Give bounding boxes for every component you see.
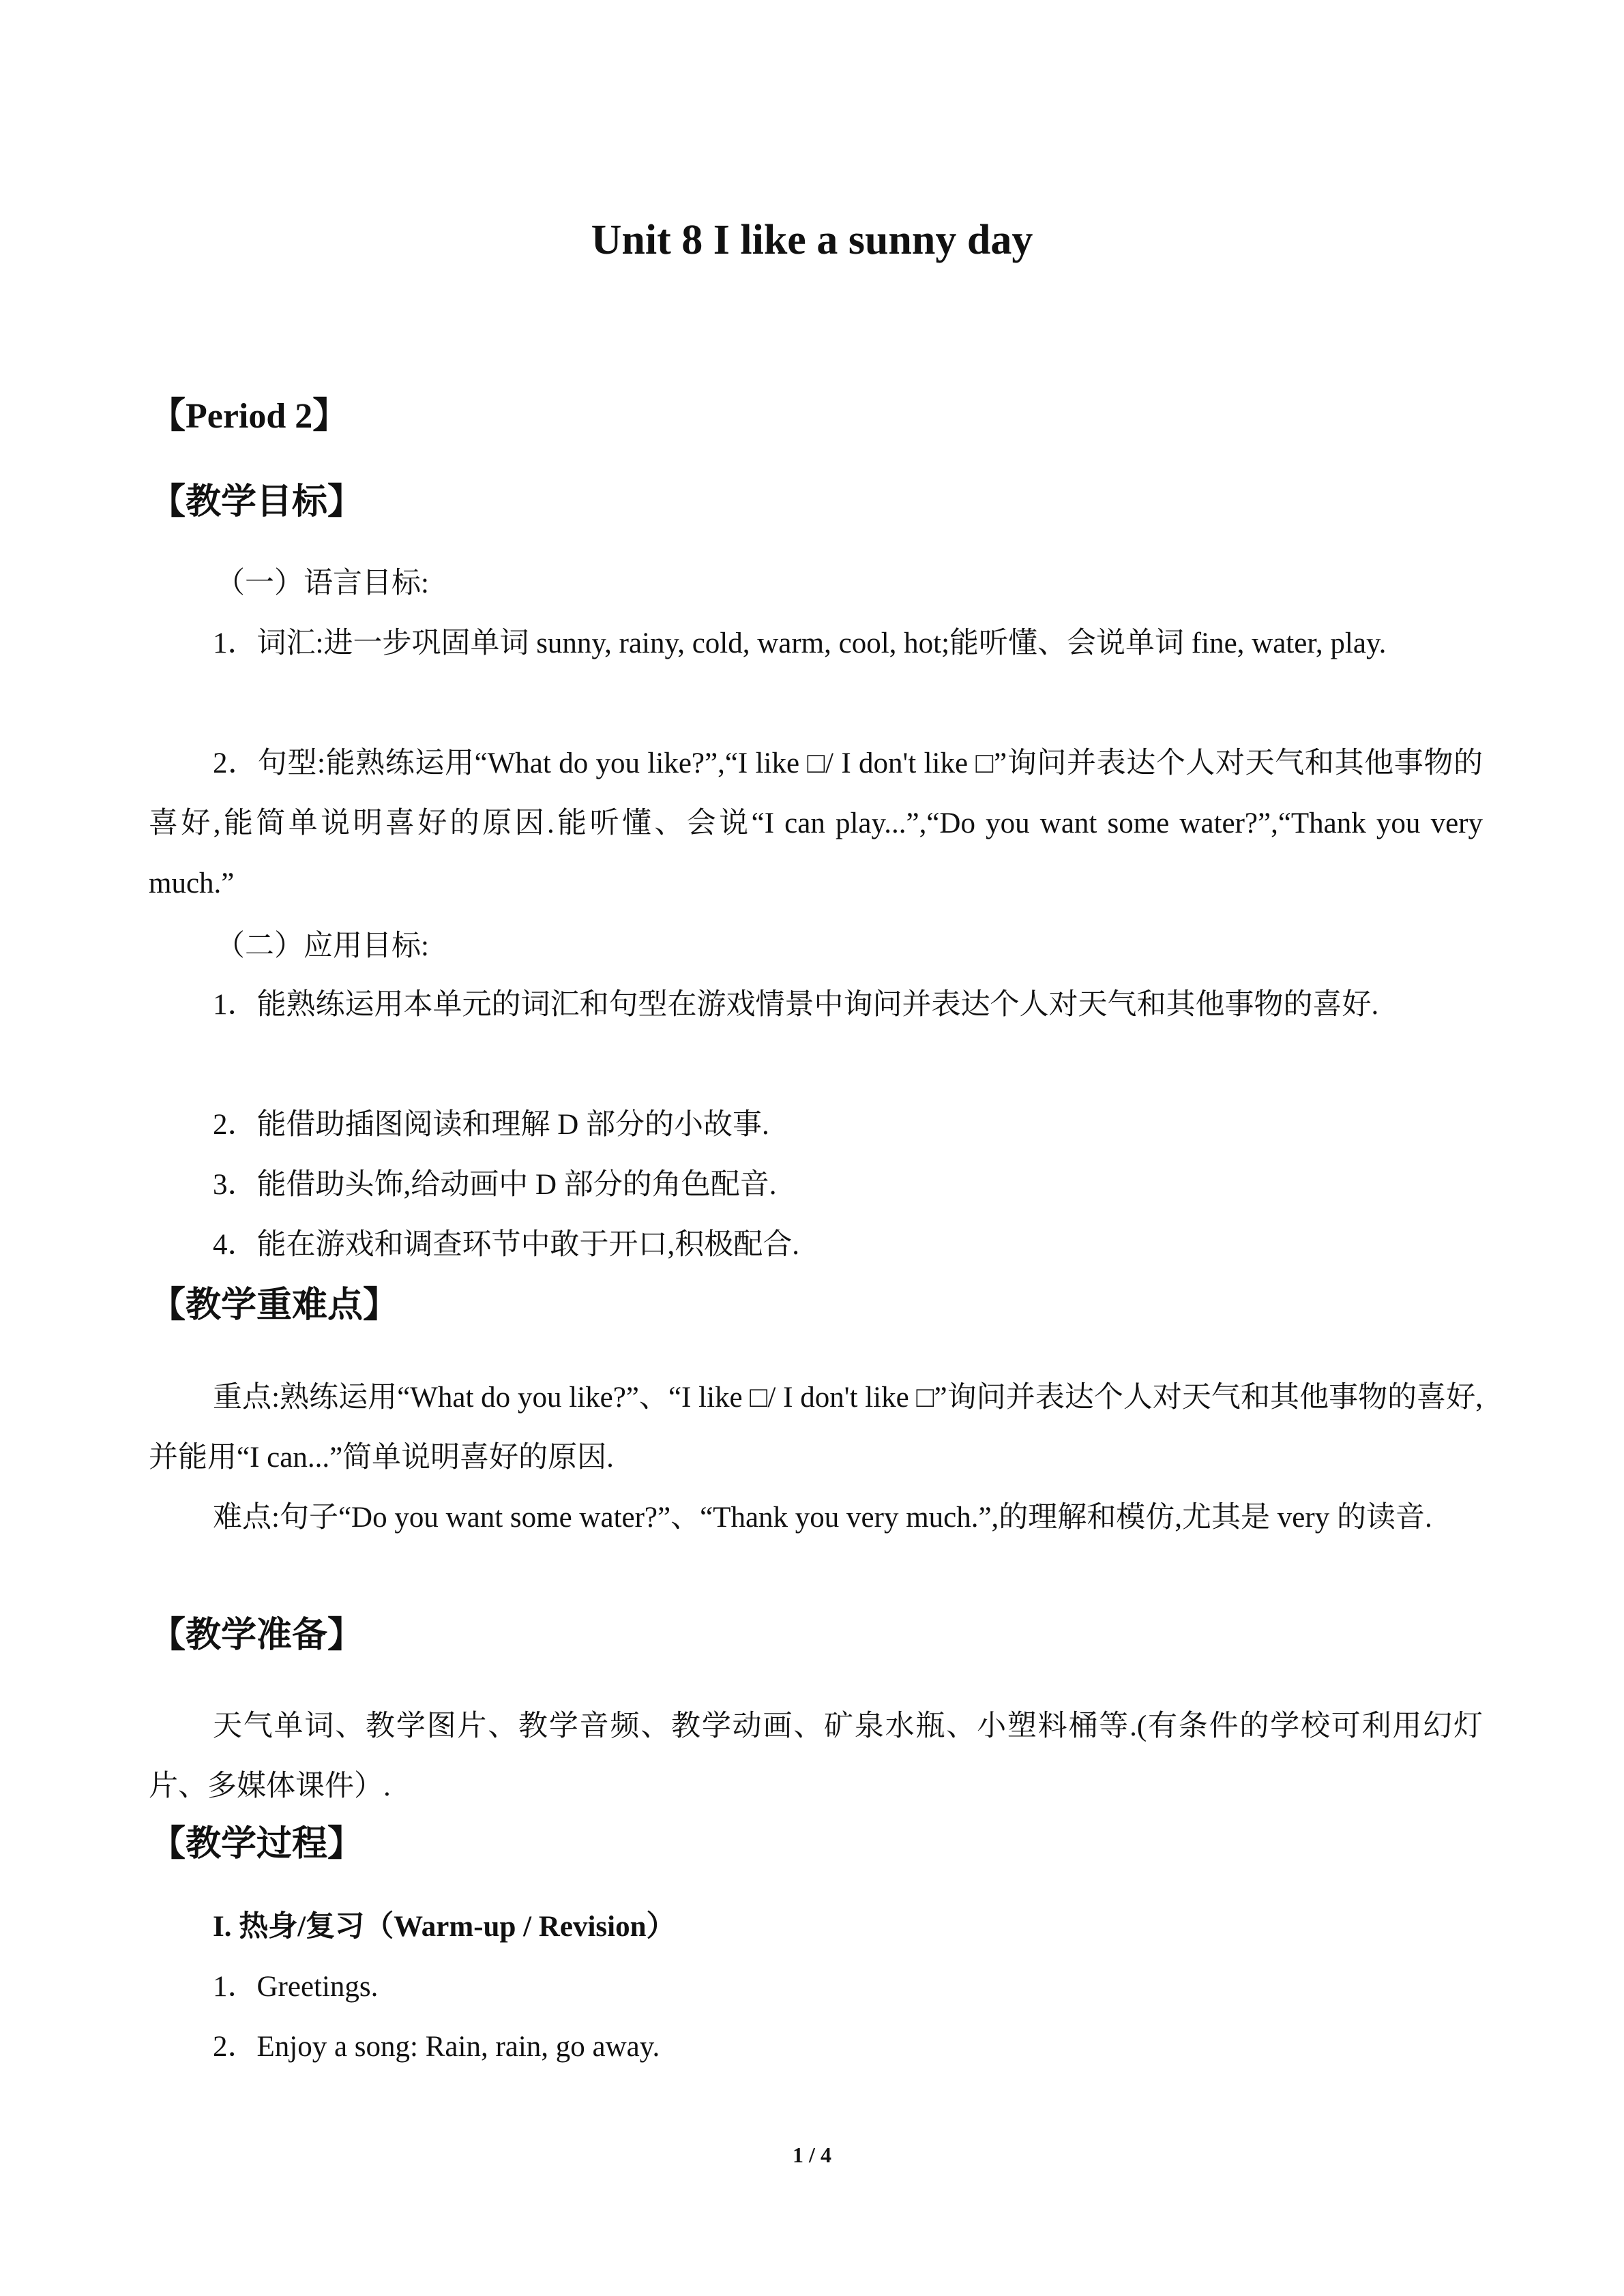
document-title: Unit 8 I like a sunny day xyxy=(591,217,1033,263)
process-step-1-item-1: 1．Greetings. xyxy=(213,1971,379,2003)
language-objectives-heading: （一）语言目标: xyxy=(216,567,429,599)
key-points-heading: 【教学重难点】 xyxy=(150,1286,399,1325)
application-objective-4: 4．能在游戏和调查环节中敢于开口,积极配合. xyxy=(213,1229,799,1261)
key-point-difficulty: 难点:句子“Do you want some water?”、“Thank you very much.”,的理解和模仿,尤其是 very 的读音. xyxy=(213,1502,1432,1534)
objectives-heading: 【教学目标】 xyxy=(150,483,364,522)
language-objective-2: 2．句型:能熟练运用“What do you like?”,“I like □/ I don't like □”询问并表达个人对天气和其他事物的喜好,能简单说明喜好的原因.能听懂、会说“I can play...”,“Do you want some water?”,“Thank you very much.” xyxy=(149,747,1483,899)
preparation-text: 天气单词、教学图片、教学音频、教学动画、矿泉水瓶、小塑料桶等.(有条件的学校可利用幻灯片、多媒体课件）. xyxy=(149,1710,1483,1802)
language-objective-1: 1．词汇:进一步巩固单词 sunny, rainy, cold, warm, cool, hot;能听懂、会说单词 fine, water, play. xyxy=(213,627,1387,659)
process-heading: 【教学过程】 xyxy=(150,1825,364,1864)
application-objectives-heading: （二）应用目标: xyxy=(216,930,429,962)
application-objective-1: 1．能熟练运用本单元的词汇和句型在游戏情景中询问并表达个人对天气和其他事物的喜好. xyxy=(213,989,1379,1021)
application-objective-3: 3．能借助头饰,给动画中 D 部分的角色配音. xyxy=(213,1169,777,1201)
preparation-heading: 【教学准备】 xyxy=(150,1616,364,1655)
page-number: 1 / 4 xyxy=(793,2143,831,2167)
application-objective-2: 2．能借助插图阅读和理解 D 部分的小故事. xyxy=(213,1109,769,1141)
process-step-1-title: I. 热身/复习（Warm-up / Revision） xyxy=(213,1911,676,1943)
process-step-1-item-2: 2．Enjoy a song: Rain, rain, go away. xyxy=(213,2031,660,2063)
period-heading: 【Period 2】 xyxy=(150,397,349,436)
key-point-focus: 重点:熟练运用“What do you like?”、“I like □/ I don't like □”询问并表达个人对天气和其他事物的喜好,并能用“I can...”简单说明喜好的原因. xyxy=(149,1382,1483,1474)
